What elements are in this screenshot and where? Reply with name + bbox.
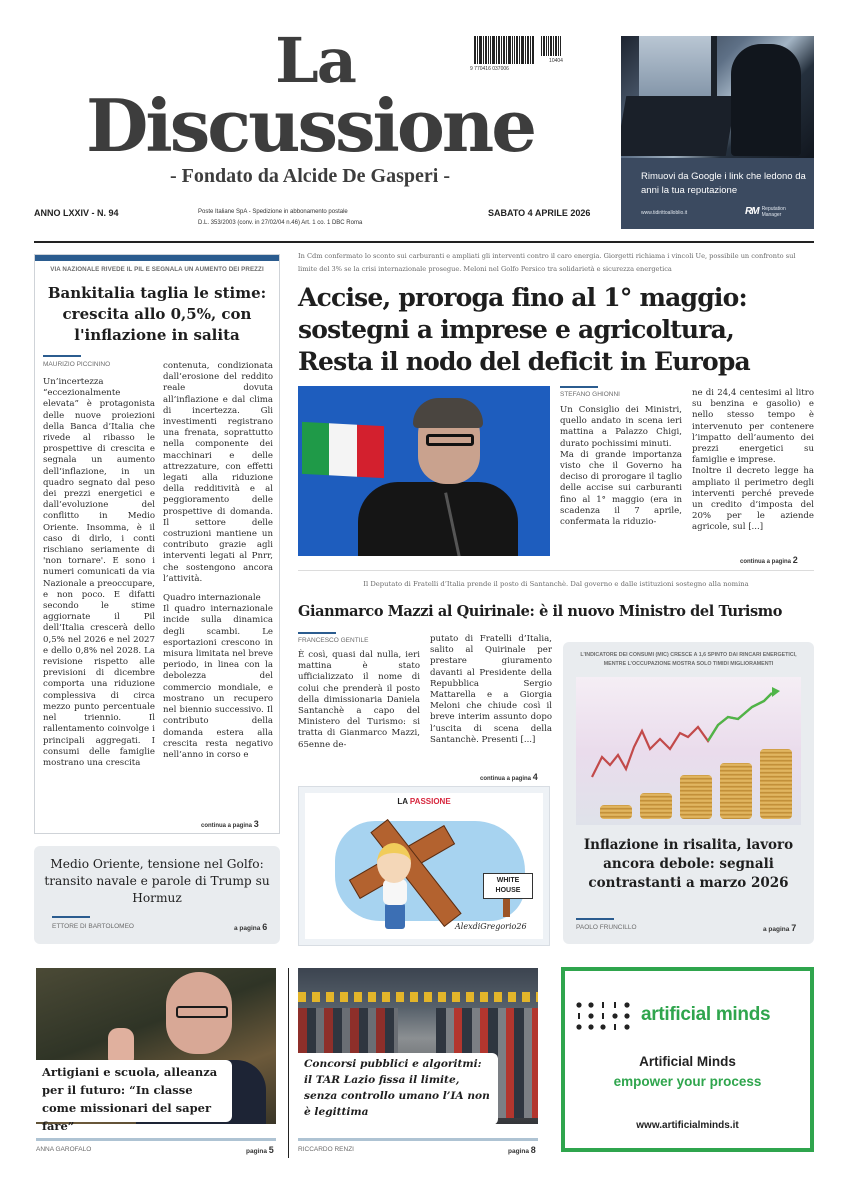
continue-page: 2: [792, 555, 798, 565]
reputation-ad[interactable]: [621, 36, 814, 229]
inflation-author: PAOLO FRUNCILLO: [576, 924, 637, 931]
continue-link[interactable]: [480, 772, 538, 784]
continue-label: continua a pagina: [201, 823, 253, 829]
main-column-1: [560, 405, 682, 528]
sign-post: [503, 899, 510, 917]
main-headline-line-2: sostegni a imprese e agricoltura,: [298, 315, 734, 344]
political-cartoon: [298, 786, 550, 946]
coin-stack: [640, 793, 672, 819]
cartoon-figure-head: [377, 843, 411, 883]
main-headline-line-1: Accise, proroga fino al 1° maggio:: [298, 283, 747, 312]
mazzi-author: FRANCESCO GENTILE: [298, 637, 369, 644]
ad-brand-name: Reputation Manager: [761, 206, 786, 218]
article-subhead: Quadro internazionale: [163, 593, 261, 604]
page-number: 5: [268, 1145, 274, 1155]
main-kicker: In Cdm confermato lo sconto sui carburanti e ampliati gli interventi contro il caro energia. Giorgetti richiama i vincoli Ue, possibile un confronto sul limite del 3% se la crisi internazionale prosegue. Meloni nel Golfo Persico tra solidarietà e sicurezza energetica: [298, 252, 796, 273]
crowd-left: [298, 1008, 398, 1054]
author-accent-bar: [298, 632, 336, 634]
flag-green: [302, 422, 329, 475]
sign-line-1: WHITE: [496, 877, 520, 884]
cartoon-figure-legs: [385, 903, 405, 929]
cartoon-panel: [305, 793, 543, 939]
issue-number: ANNO LXXIV - N. 94: [34, 208, 119, 218]
postal-line-1: Poste Italiane SpA - Spedizione in abbonamento postale: [198, 209, 348, 215]
postal-line-2: D.L. 353/2003 (conv. in 27/02/04 n.46) Art. 1 co. 1 DBC Roma: [198, 220, 363, 226]
author-accent-bar: [576, 918, 614, 920]
page-ref: [246, 1145, 274, 1157]
page-label: pagina: [246, 1148, 267, 1155]
coins-photo: [576, 677, 801, 825]
mazzi-headline[interactable]: Gianmarco Mazzi al Quirinale: è il nuovo Ministro del Turismo: [298, 603, 782, 620]
artificial-minds-logo-icon: [575, 1001, 631, 1031]
continue-page: 4: [532, 772, 538, 782]
coin-stack: [760, 749, 792, 819]
main-paragraph: Un Consiglio dei Ministri, quello andato in scena ieri mattina a Palazzo Chigi, durato pochissimi minuti.: [560, 405, 682, 449]
article-author: MAURIZIO PICCININO: [43, 361, 111, 368]
artificial-minds-ad[interactable]: [561, 967, 814, 1152]
main-headline[interactable]: [298, 282, 814, 378]
issue-date: SABATO 4 APRILE 2026: [488, 208, 591, 218]
issue-barcode-icon: [541, 36, 567, 56]
ad-url[interactable]: www.tidirittoalloblio.it: [641, 210, 688, 216]
hall-lights: [298, 992, 538, 1002]
section-divider: [298, 570, 814, 571]
page-number: 7: [791, 923, 797, 933]
main-photo: [298, 386, 550, 556]
bottom-card-concorsi[interactable]: [298, 965, 540, 1160]
masthead-divider: [34, 241, 814, 243]
mazzi-column-2: putato di Fratelli d’Italia, salito al Quirinale per prestare giuramento davanti al Presidente della Repubblica Sergio Mattarella e a Giorgia Meloni che chiude così il breve interim assunto dopo l’uscita di scena della Santanchè. Presenti [...]: [430, 634, 552, 745]
coin-stack: [680, 775, 712, 819]
main-author: STEFANO GHIONNI: [560, 391, 620, 398]
newspaper-logo: Discussione: [85, 83, 535, 168]
cartoon-title-b: PASSIONE: [409, 797, 451, 806]
ad-logo-text: artificial minds: [641, 1004, 771, 1025]
author-accent-bar: [560, 386, 598, 388]
cartoon-title-a: LA: [397, 797, 408, 806]
article-paragraph: Il quadro internazionale incide sulla dinamica degli scambi. Le esportazioni crescono in misura limitata nel breve periodo, in linea con la debolezza del commercio mondiale, e mostrano un recupero nel biennio successivo. Il contributo della domanda estera alla crescita resta negativo nell’anno in corso e: [163, 604, 273, 760]
ad-company-name: Artificial Minds: [639, 1054, 736, 1069]
article-topbar: [35, 255, 279, 261]
coin-stack: [600, 805, 632, 819]
flag-white: [329, 423, 356, 476]
person-glasses: [426, 434, 474, 446]
logo-la: La: [275, 24, 355, 97]
inflation-title: Inflazione in risalita, lavoro ancora debole: segnali contrastanti a marzo 2026: [583, 837, 794, 891]
medio-oriente-card[interactable]: [34, 846, 280, 944]
person-body: [358, 482, 518, 556]
card-rule: [298, 1138, 538, 1141]
author-accent-bar: [43, 355, 81, 357]
page-ref: [763, 923, 796, 935]
author-accent-bar: [52, 916, 90, 918]
cartoon-title: [305, 797, 543, 807]
page-number: 8: [530, 1145, 536, 1155]
article-kicker: VIA NAZIONALE RIVEDE IL PIL E SEGNALA UN AUMENTO DEI PREZZI: [50, 266, 264, 273]
ad-url[interactable]: www.artificialminds.it: [636, 1120, 739, 1131]
continue-link[interactable]: [201, 819, 259, 831]
page-number: 6: [262, 922, 268, 932]
article-bankitalia: [34, 254, 280, 834]
continue-label: continua a pagina: [480, 776, 532, 782]
bottom-card-artigiani[interactable]: [34, 965, 278, 1160]
main-paragraph: Inoltre il decreto legge ha ampliato il perimetro degli interventi perché prevede un credito d’imposta del 20% per le aziende agricole, sul [...]: [692, 466, 814, 533]
person-hair: [413, 398, 483, 428]
article-paragraph: contenuta, condizionata dall’erosione del reddito reale dovuta all’inflazione e dal clima di incertezza. Gli investimenti registrano una frenata, soprattutto nella componente dei macchinari e delle attrezzature, con effetti legati alla riduzione della redditività e al peggioramento delle prospettive di domanda. Il settore delle costruzioni mantiene un contributo grazie agli interventi legati al Pnrr, che sostengono ancora l’attività.: [163, 361, 273, 584]
concorsi-title: Concorsi pubblici e algoritmi: il TAR Lazio fissa il limite, senza controllo umano l’IA non è legittima: [298, 1053, 498, 1125]
continue-label: continua a pagina: [740, 559, 792, 565]
continue-page: 3: [253, 819, 259, 829]
ad-tagline: empower your process: [613, 1074, 762, 1089]
page-ref: [234, 922, 267, 934]
article-title[interactable]: Bankitalia taglia le stime: crescita allo 0,5%, con l'inflazione in salita: [47, 284, 267, 344]
ad-photo-laptop: [621, 96, 736, 156]
barcode-digits: 9 770416 037006: [470, 66, 509, 72]
page-label: pagina: [508, 1148, 529, 1155]
main-paragraph: ne di 24,4 centesimi al litro su benzina e gasolio) e nello stesso tempo è intervenuto per contenere l’impatto dell’aumento dei prezzi energetici su famiglie e imprese.: [692, 388, 814, 466]
page-ref: [508, 1145, 536, 1157]
cartoon-signature: AlexdiGregorio26: [455, 922, 527, 931]
italian-flag-icon: [302, 422, 384, 478]
inflation-card[interactable]: [563, 642, 814, 944]
ad-headline: Rimuovi da Google i link che ledono da anni la tua reputazione: [641, 171, 806, 196]
page-label: a pagina: [234, 925, 261, 932]
white-house-sign: [483, 873, 533, 899]
medio-title: Medio Oriente, tensione nel Golfo: transito navale e parole di Trump su Hormuz: [44, 857, 270, 905]
reputation-manager-logo-icon: RM: [745, 206, 759, 217]
medio-author: ETTORE DI BARTOLOMEO: [52, 923, 134, 930]
article-column-2: [163, 361, 273, 761]
coin-stack: [720, 763, 752, 819]
postal-info: [198, 207, 438, 229]
ad-photo-person: [731, 44, 801, 156]
concorsi-author: RICCARDO RENZI: [298, 1146, 354, 1153]
page-label: a pagina: [763, 926, 790, 933]
main-headline-line-3: Resta il nodo del deficit in Europa: [298, 347, 750, 376]
continue-link[interactable]: [740, 555, 798, 567]
logo-tagline: - Fondato da Alcide De Gasperi -: [170, 165, 450, 187]
ad-brand: [745, 206, 798, 218]
person-glasses: [176, 1006, 228, 1018]
column-separator: [288, 968, 289, 1158]
barcode-icon: [474, 36, 538, 64]
inflation-kicker: L’INDICATORE DEI CONSUMI (MIC) CRESCE A 1,6 SPINTO DAI RINCARI ENERGETICI, MENTRE L’OCCUPAZIONE MOSTRA SOLO TIMIDI MIGLIORAMENTI: [580, 652, 797, 667]
artigiani-title: Artigiani e scuola, alleanza per il futuro: “In classe come missionari del saper fare”: [36, 1060, 232, 1122]
sign-line-2: HOUSE: [495, 887, 521, 894]
mazzi-column-1: È così, quasi dal nulla, ieri mattina è stato ufficializzato il nome di colui che prenderà il posto della dimissionaria Daniela Santanchè a capo del Ministero del Turismo: si tratta di Gianmarco Mazzi, 65enne de-: [298, 650, 420, 750]
mazzi-kicker: Il Deputato di Fratelli d’Italia prende il posto di Santanchè. Dal governo e dalle istituzioni sostegno alla nomina: [363, 580, 749, 588]
artigiani-author: ANNA GAROFALO: [36, 1146, 92, 1153]
article-column-1: Un’incertezza “eccezionalmente elevata” è protagonista delle nuove proiezioni della Banca d’Italia che rivede al ribasso le prospettive di crescita e segnala un aumento dell’inflazione, in un quadro segnato dal peso dei prezzi energetici e dall’evoluzione del conflitto in Medio Oriente. Insomma, è il caso di dirlo, i conti rischiano seriamente di 'non tornare'. E sono i numeri comunicati da via Nazionale a preoccupare, e non poco. E difatti secondo le stime aggiornate il Pil dell’Italia crescerà dello 0,5% nel 2026 e nel 2027 e dello 0,8% nel 2028. La revisione rispetto alle previsioni di dicembre comporta una riduzione complessiva di circa mezzo punto percentuale nel triennio. Il rallentamento coinvolge i principali aggregati. I consumi delle famiglie mostrano una crescita: [43, 377, 155, 768]
issue-barcode-number: 10404: [549, 58, 563, 64]
card-rule: [36, 1138, 276, 1141]
main-column-2: [692, 388, 814, 534]
flag-red: [357, 425, 384, 478]
main-paragraph: Ma di grande importanza visto che il Governo ha deciso di prorogare il taglio delle accise sui carburanti fino al 1° maggio (era in scadenza il 7 aprile, confermata la riduzio-: [560, 449, 682, 528]
